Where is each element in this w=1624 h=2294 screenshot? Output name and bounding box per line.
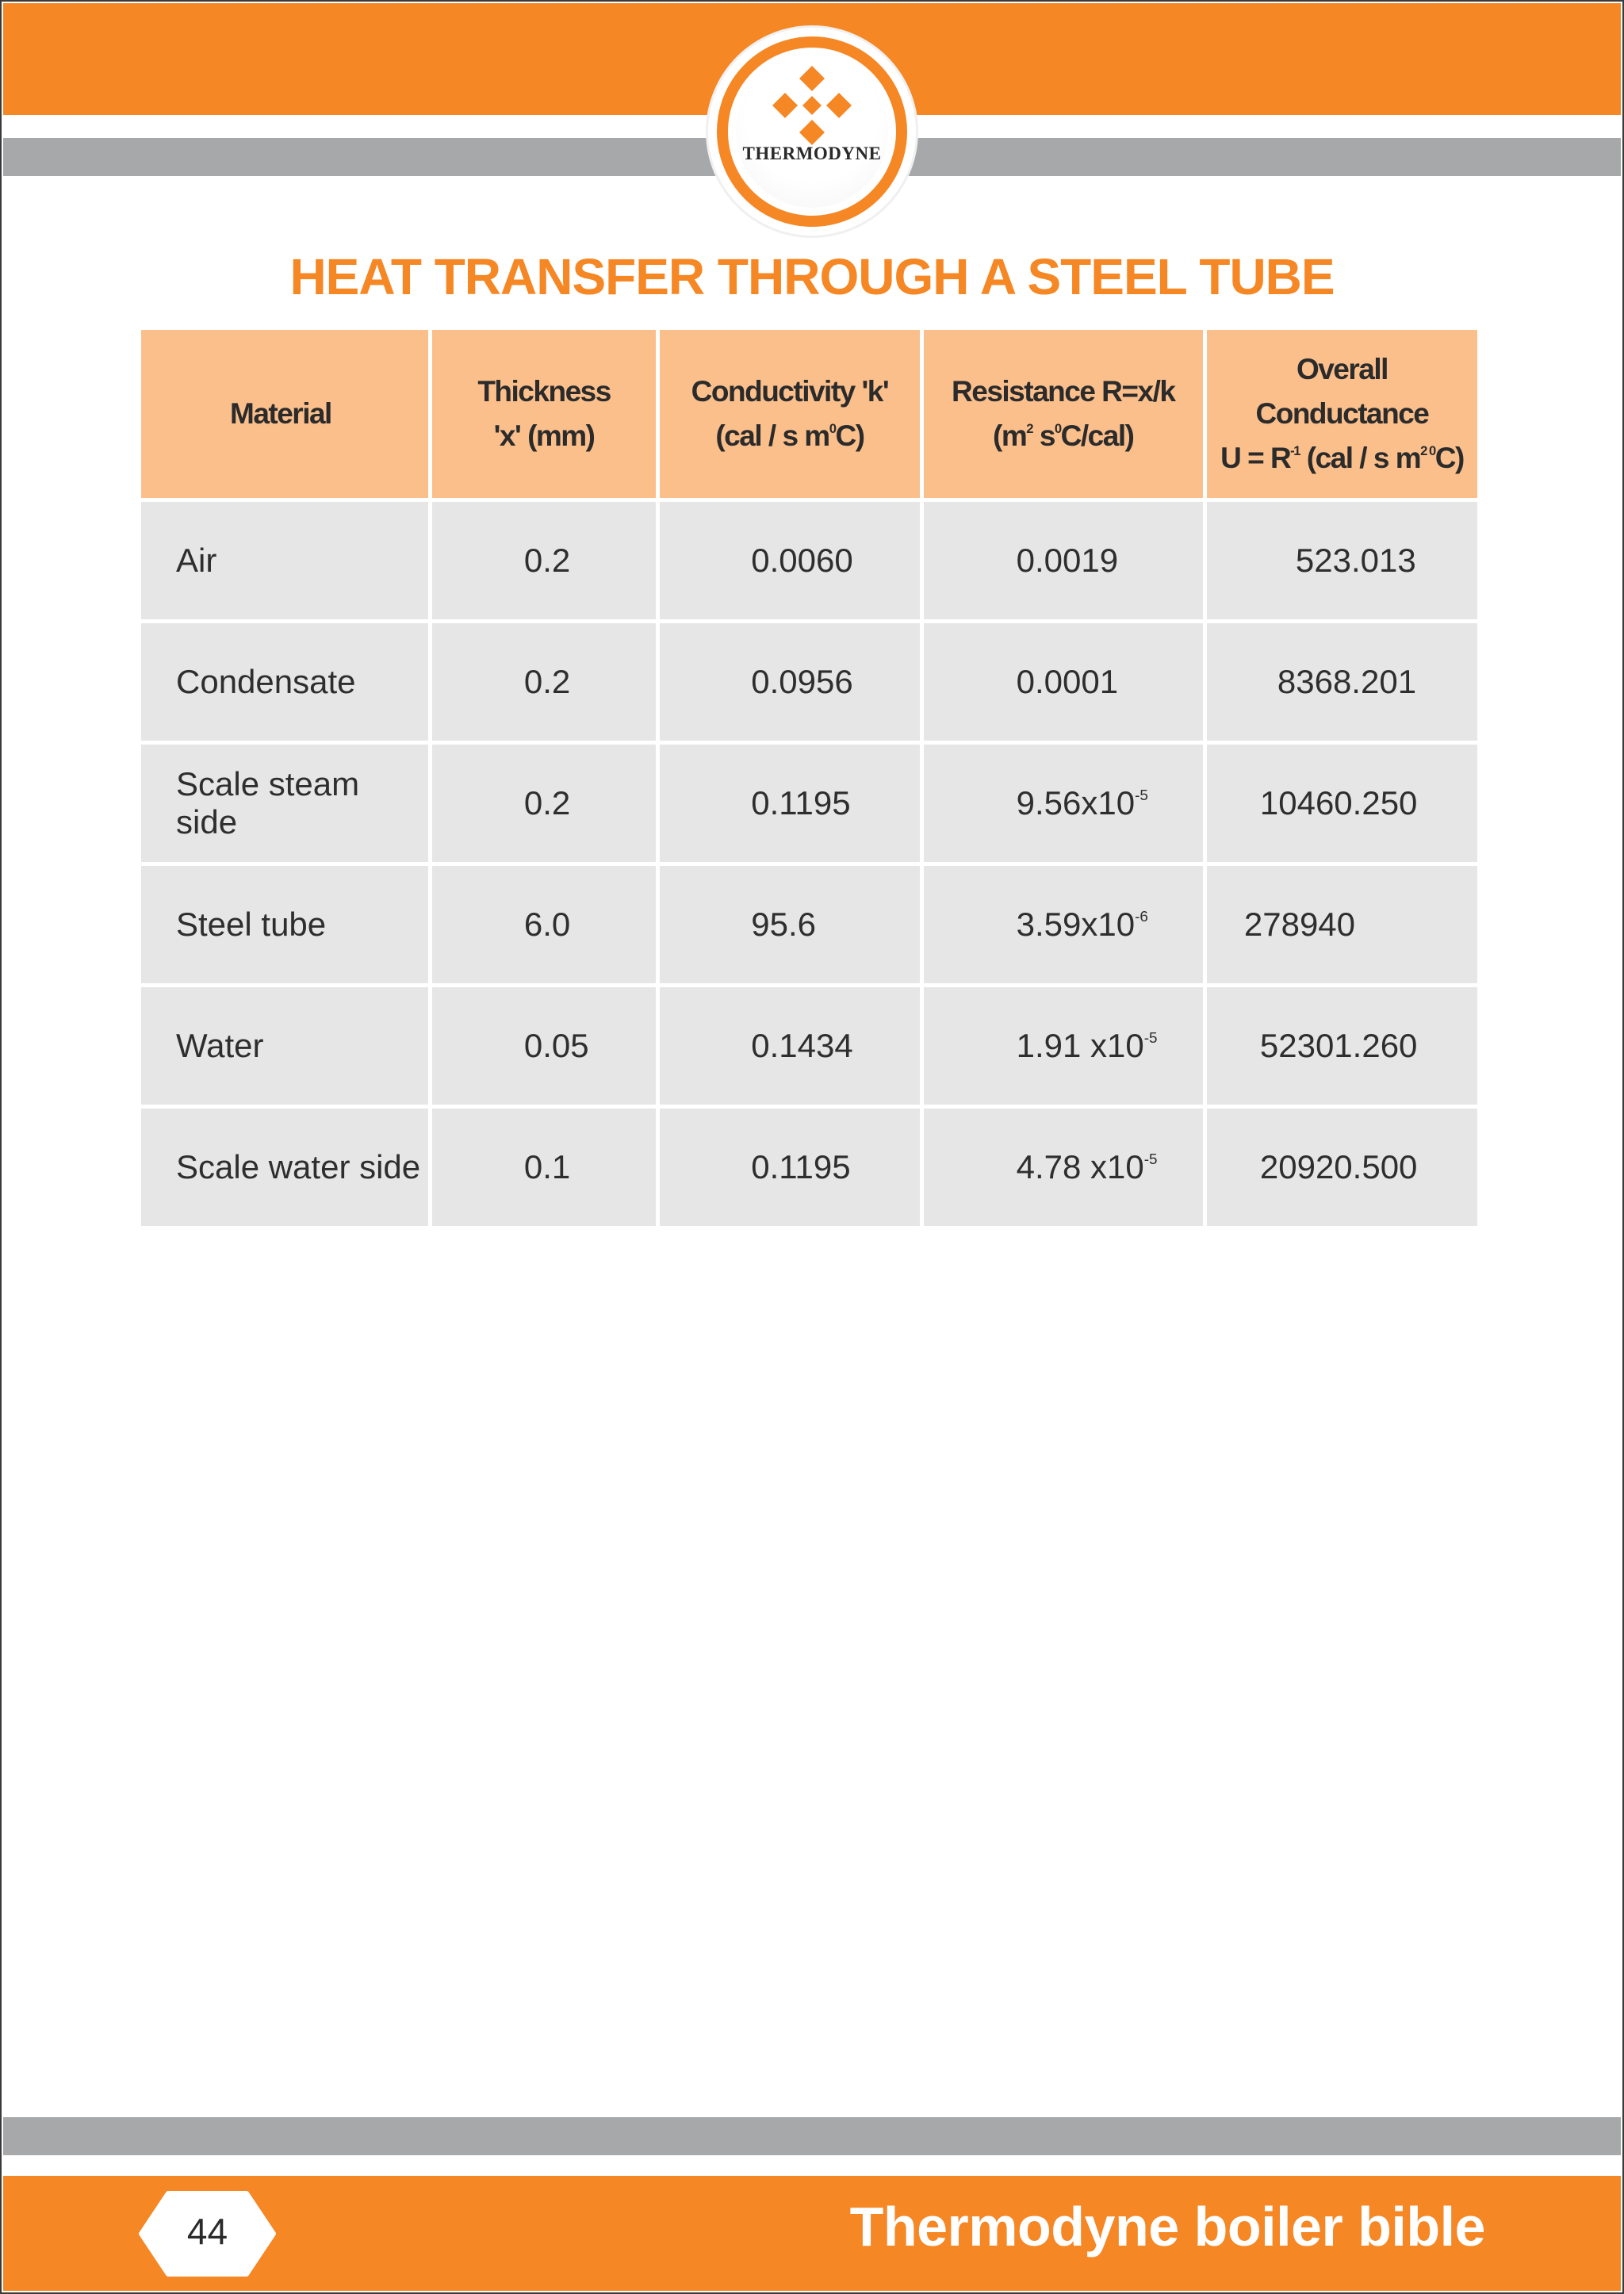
cell-conductance: 52301.260 (1207, 987, 1477, 1105)
cell-thickness: 0.2 (432, 623, 656, 741)
table-row (141, 1109, 1477, 1226)
cell-material: Water (141, 987, 428, 1105)
cell-conductivity: 0.0060 (660, 502, 919, 619)
header-material: Material (141, 330, 428, 498)
cell-resistance: $9.56x10^{-5}$ (924, 745, 1203, 862)
cell-material: Scale water side (141, 1109, 428, 1226)
cell-resistance: 4.78 $x10^{-5}$ (924, 1109, 1203, 1226)
cell-thickness: 0.05 (432, 987, 656, 1105)
diamond-logo-icon (772, 66, 852, 145)
cell-conductance: 523.013 (1207, 502, 1477, 619)
cell-material: Scale steam side (141, 745, 428, 862)
table-row (141, 623, 1477, 741)
cell-conductivity: 0.0956 (660, 623, 919, 741)
table-row (141, 745, 1477, 862)
table-header-row (141, 330, 1477, 498)
cell-conductivity: 0.1195 (660, 1109, 919, 1226)
thermodyne-logo (708, 28, 916, 236)
header-thickness: Thickness 'x' (mm) (432, 330, 656, 498)
cell-material: Air (141, 502, 428, 619)
cell-conductivity: 0.1434 (660, 987, 919, 1105)
cell-conductance: 8368.201 (1207, 623, 1477, 741)
page-title: HEAT TRANSFER THROUGH A STEEL TUBE (289, 248, 1335, 305)
table-row (141, 502, 1477, 619)
heat-transfer-table (137, 326, 1481, 1230)
header-conductivity: Conductivity 'k' (cal / s $m^0C$) (660, 330, 919, 498)
header-resistance: Resistance R=x/k ($m^2$ $s^0C/cal$) (924, 330, 1203, 498)
header-overall-conductance: Overall Conductance $U = R^{-1}$ (cal / s $m^{2 0}C$) (1207, 330, 1477, 498)
cell-conductivity: 0.1195 (660, 745, 919, 862)
cell-conductivity: 95.6 (660, 866, 919, 983)
page-number: 44 (186, 2211, 228, 2252)
cell-thickness: 0.1 (432, 1109, 656, 1226)
cell-resistance: 0.0001 (924, 623, 1203, 741)
cell-resistance: 0.0019 (924, 502, 1203, 619)
cell-thickness: 0.2 (432, 502, 656, 619)
table-row (141, 866, 1477, 983)
footer-gray-band (3, 2117, 1621, 2155)
cell-conductance: 20920.500 (1207, 1109, 1477, 1226)
cell-conductance: 10460.250 (1207, 745, 1477, 862)
cell-resistance: 1.91 $x10^{-5}$ (924, 987, 1203, 1105)
table-row (141, 987, 1477, 1105)
logo-wordmark: THERMODYNE (742, 144, 882, 163)
cell-material: Steel tube (141, 866, 428, 983)
cell-conductance: 278940 (1207, 866, 1477, 983)
cell-thickness: 0.2 (432, 745, 656, 862)
cell-resistance: $3.59x10^{-6}$ (924, 866, 1203, 983)
cell-material: Condensate (141, 623, 428, 741)
footer-book-title: Thermodyne boiler bible (849, 2196, 1485, 2258)
cell-thickness: 6.0 (432, 866, 656, 983)
